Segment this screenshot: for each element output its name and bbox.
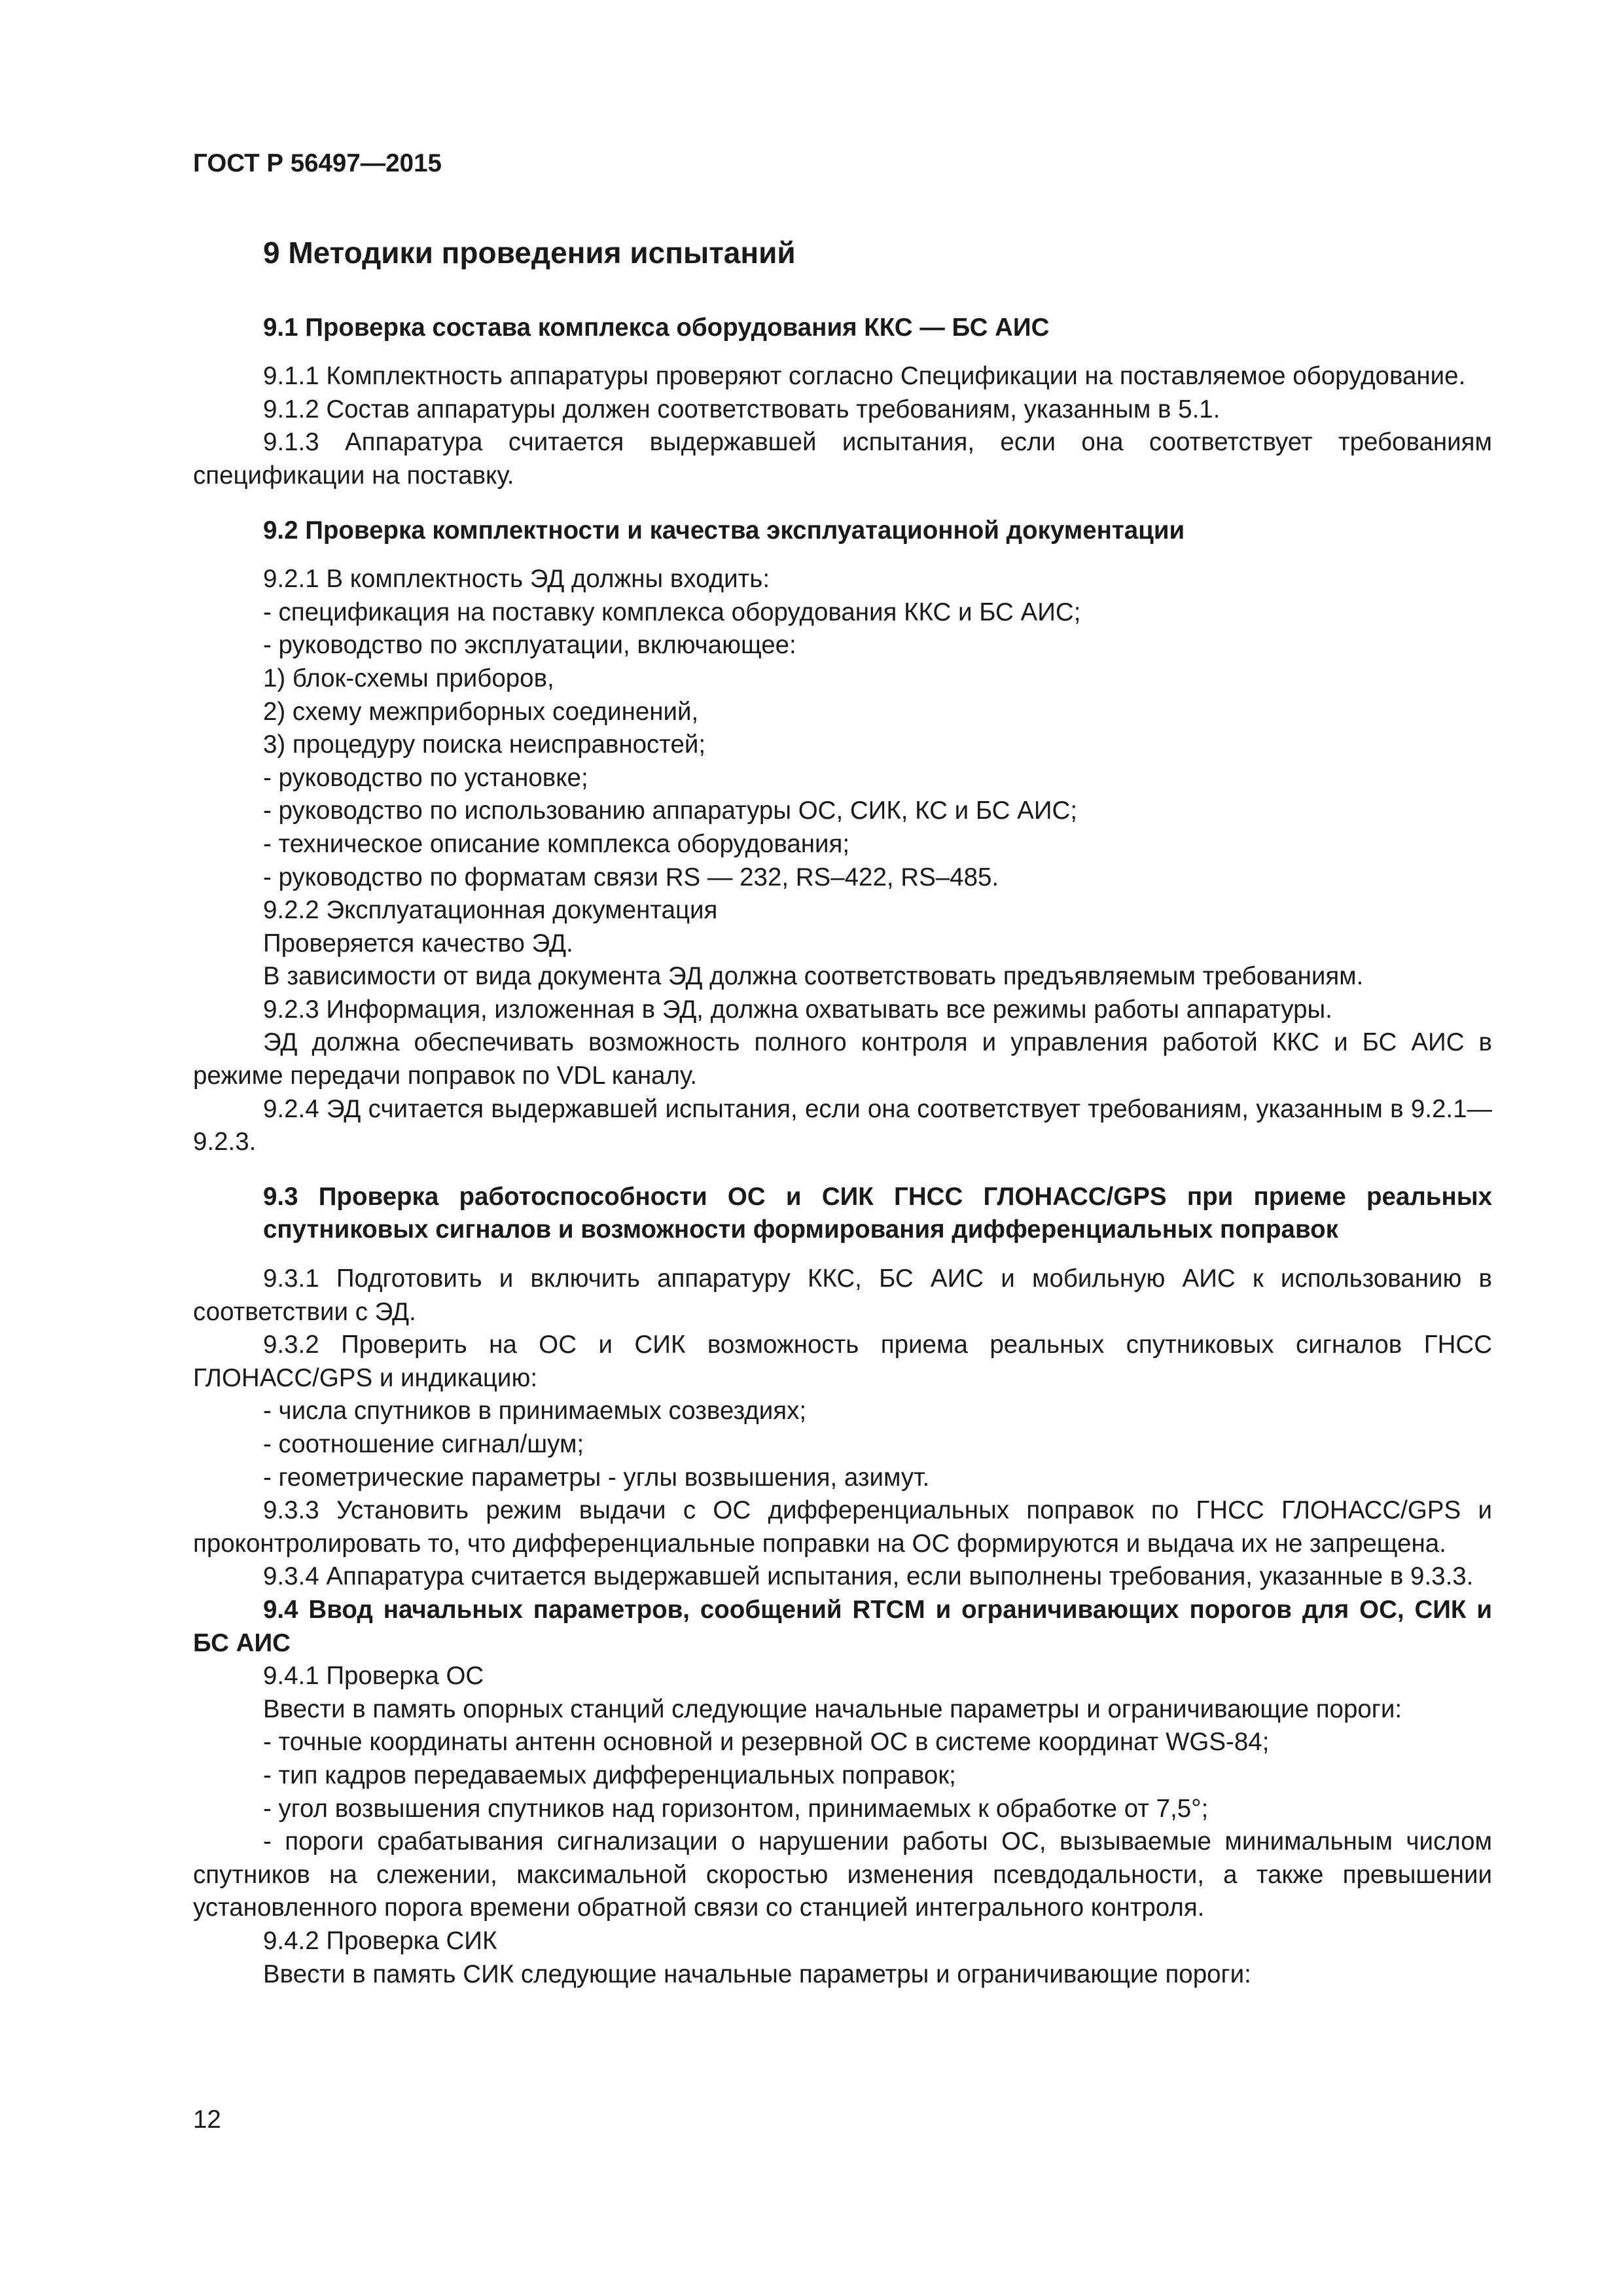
paragraph: 9.3.2 Проверить на ОС и СИК возможность приема реальных спутниковых сигналов ГНСС ГЛОНАСС/GPS и индикацию: [193, 1331, 1492, 1392]
paragraph: 9.1.3 Аппаратура считается выдержавшей испытания, если она соответствует требованиям спецификации на поставку. [193, 428, 1492, 490]
paragraph: Проверяется качество ЭД. [263, 929, 573, 958]
paragraph: 9.2.3 Информация, изложенная в ЭД, должна охватывать все режимы работы аппаратуры. [263, 995, 1332, 1024]
list-item: 3) процедуру поиска неисправностей; [263, 730, 706, 759]
paragraph: ЭД должна обеспечивать возможность полного контроля и управления работой ККС и БС АИС в режиме передачи поправок по VDL каналу. [193, 1028, 1492, 1090]
list-item: - тип кадров передаваемых дифференциальных поправок; [263, 1761, 956, 1789]
list-item: - точные координаты антенн основной и резервной ОС в системе координат WGS-84; [263, 1728, 1270, 1757]
list-item: - техническое описание комплекса оборудования; [263, 829, 850, 858]
paragraph: 9.1.2 Состав аппаратуры должен соответствовать требованиям, указанным в 5.1. [263, 395, 1221, 423]
list-item: 2) схему межприборных соединений, [263, 697, 699, 726]
list-item: - соотношение сигнал/шум; [263, 1430, 584, 1458]
paragraph: Ввести в память опорных станций следующие начальные параметры и ограничивающие пороги: [263, 1695, 1402, 1723]
document-page [193, 147, 1492, 1991]
list-item: - угол возвышения спутников над горизонтом, принимаемых к обработке от 7,5°; [263, 1794, 1209, 1823]
paragraph: Ввести в память СИК следующие начальные параметры и ограничивающие пороги: [263, 1960, 1251, 1988]
subsection-heading-9-2: 9.2 Проверка комплектности и качества эксплуатационной документации [263, 516, 1185, 545]
paragraph: 9.3.4 Аппаратура считается выдержавшей испытания, если выполнены требования, указанные в 9.3.3. [263, 1562, 1474, 1591]
paragraph: 9.2.4 ЭД считается выдержавшей испытания, если она соответствует требованиям, указанным в 9.2.1—9.2.3. [193, 1094, 1492, 1157]
subsection-heading-9-3: 9.3 Проверка работоспособности ОС и СИК ГНСС ГЛОНАСС/GPS при приеме реальных спутниковых сигналов и возможности формирования дифференциальных поправок [263, 1182, 1492, 1244]
paragraph: 9.4.1 Проверка ОС [263, 1662, 484, 1691]
list-item: - руководство по форматам связи RS — 232, RS–422, RS–485. [263, 863, 999, 891]
list-item: - руководство по эксплуатации, включающее: [263, 631, 796, 660]
list-item: - числа спутников в принимаемых созвездиях; [263, 1397, 807, 1426]
paragraph: 9.2.1 В комплектность ЭД должны входить: [263, 565, 770, 594]
paragraph: 9.2.2 Эксплуатационная документация [263, 896, 718, 925]
list-item: - руководство по использованию аппаратуры ОС, СИК, КС и БС АИС; [263, 797, 1078, 825]
paragraph: 9.3.3 Установить режим выдачи с ОС дифференциальных поправок по ГНСС ГЛОНАСС/GPS и проконтролировать то, что дифференциальные поправки на ОС формируются и выдача их не запрещена. [193, 1496, 1492, 1558]
list-item: - руководство по установке; [263, 763, 588, 792]
subsection-heading-9-1: 9.1 Проверка состава комплекса оборудования ККС — БС АИС [263, 313, 1050, 342]
list-item: 1) блок-схемы приборов, [263, 664, 554, 692]
paragraph: 9.3.1 Подготовить и включить аппаратуру ККС, БС АИС и мобильную АИС к использованию в соответствии с ЭД. [193, 1265, 1492, 1326]
list-item: - пороги срабатывания сигнализации о нарушении работы ОС, вызываемые минимальным числом спутников на слежении, максимальной скоростью изменения псевдодальности, а также превышении установленного порога времени обратной связи со станцией интегрального контроля. [193, 1827, 1492, 1922]
list-item: - спецификация на поставку комплекса оборудования ККС и БС АИС; [263, 598, 1081, 626]
list-item: - геометрические параметры - углы возвышения, азимут. [263, 1463, 930, 1492]
page-number: 12 [193, 2106, 221, 2134]
subsection-heading-9-4: 9.4 Ввод начальных параметров, сообщений RTCM и ограничивающих порогов для ОС, СИК и БС АИС [193, 1595, 1492, 1657]
section-title: 9 Методики проведения испытаний [263, 235, 796, 270]
paragraph: 9.4.2 Проверка СИК [263, 1926, 497, 1955]
paragraph: В зависимости от вида документа ЭД должна соответствовать предъявляемым требованиям. [263, 962, 1364, 991]
document-code: ГОСТ Р 56497—2015 [193, 149, 442, 177]
paragraph: 9.1.1 Комплектность аппаратуры проверяют согласно Спецификации на поставляемое оборудование. [263, 362, 1466, 391]
